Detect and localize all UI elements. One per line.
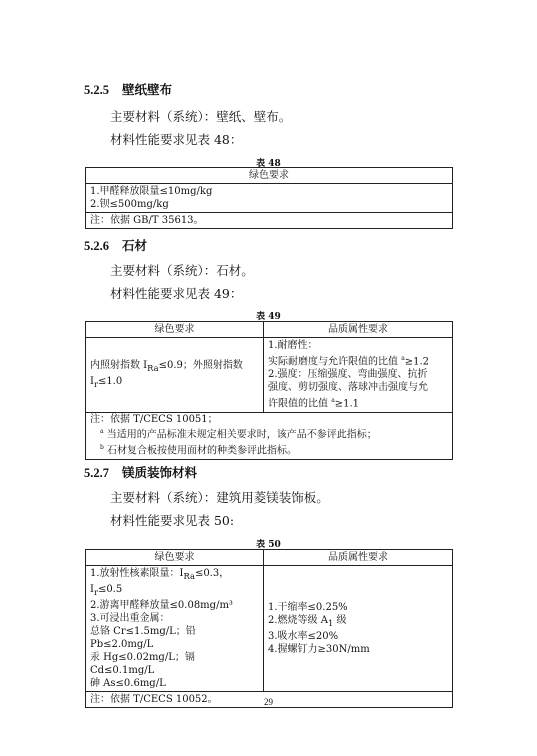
table-cell: 1.甲醛释放限量≤10mg/kg 2.钡≤500mg/kg [86, 184, 453, 213]
table-header: 绿色要求 [86, 322, 264, 338]
main-material-text: 主要材料（系统）：壁纸、壁布。 [110, 109, 292, 124]
table-reference-text: 材料性能要求见表 48： [110, 132, 243, 147]
table-cell: 1.干缩率≤0.25% 2.燃烧等级 $A_1$ 级 3.吸水率≤20% 4.握螺钉力≥30N/mm [264, 566, 453, 692]
section-heading-5-2-5: 5.2.5 壁纸壁布 [84, 82, 173, 97]
table-49-caption: 表 49 [256, 312, 281, 322]
main-material-text: 主要材料（系统）：石材。 [110, 263, 254, 278]
table-cell: 1.放射性核素限量：$I_{Ra}\le 0.3$，$I_r\le 0.5$ 2.游离甲醛释放量≤0.08mg/m³ 3.可浸出重金属： 总铬 Cr≤1.5mg/L；铅 Pb≤2.0mg/L 汞 Hg≤0.02mg/L；镉 Cd≤0.1mg/L 砷 As≤0.6mg/L [86, 566, 264, 692]
table-cell: 1.耐磨性： 实际耐磨度与允许限值的比值 $^a$≥1.2 2.强度：压缩强度、弯曲强度、抗折 强度、剪切强度、落球冲击强度与允 许限值的比值 $^a$≥1.1 [264, 338, 453, 413]
table-50-caption: 表 50 [256, 540, 281, 550]
table-header: 品质属性要求 [264, 322, 453, 338]
table-header: 绿色要求 [86, 550, 264, 566]
table-header: 绿色要求 [86, 168, 453, 184]
table-48 [85, 167, 453, 229]
section-heading-5-2-6: 5.2.6 石材 [84, 238, 148, 253]
table-note: 注：依据 T/CECS 10051； $^a$ 当适用的产品标准未规定相关要求时，该产品不参评此指标； $^b$ 石材复合板按使用面材的种类参评此指标。 [86, 412, 453, 459]
section-heading-5-2-7: 5.2.7 镁质装饰材料 [84, 465, 198, 480]
main-material-text: 主要材料（系统）：建筑用菱镁装饰板。 [110, 490, 329, 505]
table-reference-text: 材料性能要求见表 50: [110, 513, 235, 528]
table-cell: 内照射指数 $I_{Ra}\le 0.9$；外照射指数 $I_r\le 1.0$ [86, 338, 264, 413]
table-header: 品质属性要求 [264, 550, 453, 566]
table-49 [85, 321, 453, 460]
table-50 [85, 549, 453, 708]
table-note: 注：依据 T/CECS 10052。 [86, 692, 453, 708]
page-number: 29 [264, 697, 273, 707]
table-48-caption: 表 48 [256, 159, 281, 169]
table-note: 注：依据 GB/T 35613。 [86, 213, 453, 229]
table-reference-text: 材料性能要求见表 49： [110, 286, 243, 301]
